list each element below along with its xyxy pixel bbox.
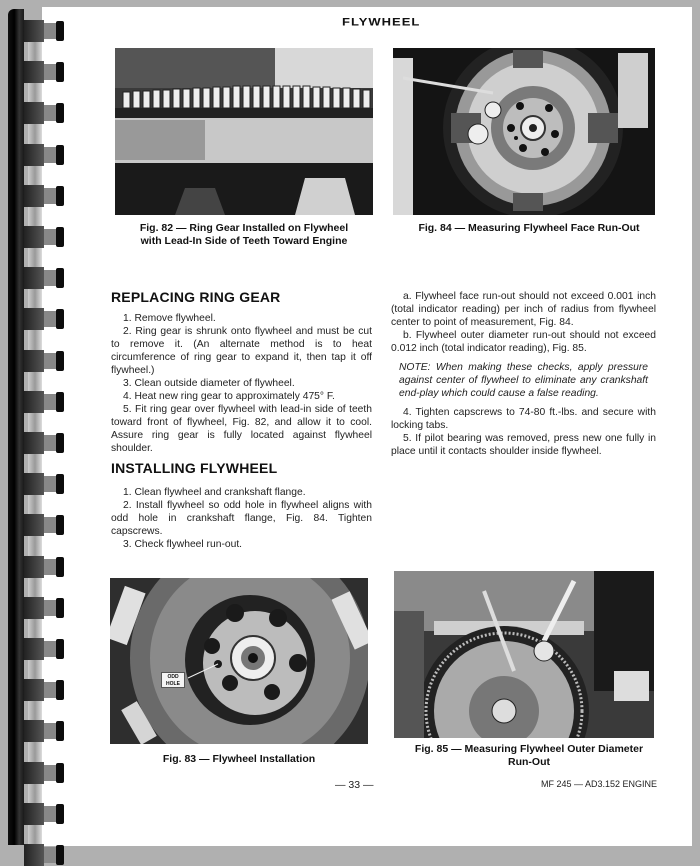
installing-steps — [111, 486, 372, 551]
binding-ring — [24, 679, 62, 701]
replacing-step: 1. Remove flywheel. — [123, 313, 216, 324]
binding-ring — [24, 597, 62, 619]
binding-ring — [24, 144, 62, 166]
runout-checks — [391, 290, 656, 458]
binding-gap — [28, 825, 42, 845]
binding-ring — [24, 803, 62, 825]
binding-gap — [28, 619, 42, 639]
fig85-caption — [388, 743, 670, 769]
fig85-caption-line1: Fig. 85 — Measuring Flywheel Outer Diameter — [414, 743, 644, 755]
binding-ring — [24, 226, 62, 248]
binding-ring — [24, 844, 62, 866]
fig82-caption-line1: Fig. 82 — Ring Gear Installed on Flywheel — [139, 222, 349, 234]
fig82-caption — [108, 222, 380, 248]
fig82-caption-line2: with Lead-In Side of Teeth Toward Engine — [140, 235, 348, 247]
replacing-step: 2. Ring gear is shrunk onto flywheel and must be cut to remove it. (An alternate method is to heat circumference of ring gear to expand it, then tap it off flywheel.) — [111, 326, 372, 376]
binding-ring — [24, 267, 62, 289]
fig82-photo — [115, 48, 373, 215]
odd-hole-label-line1: ODD — [167, 674, 179, 680]
runout-item: b. Flywheel outer diameter run-out should not exceed 0.012 inch (total indicator reading), Fig. 85. — [391, 330, 656, 354]
binding-ring — [24, 514, 62, 536]
binding-ring — [24, 20, 62, 42]
fig85-caption-line2: Run-Out — [508, 756, 550, 768]
binding-gap — [28, 42, 42, 62]
binding-gap — [28, 124, 42, 144]
heading-installing-flywheel: INSTALLING FLYWHEEL — [111, 460, 278, 476]
binding-gap — [28, 166, 42, 186]
installing-step: 2. Install flywheel so odd hole in flywheel aligns with odd hole in crankshaft flange, Fig. 84. Tighten capscrews. — [111, 500, 372, 537]
binding-ring — [24, 61, 62, 83]
odd-hole-label — [161, 672, 185, 688]
replacing-step: 4. Heat new ring gear to approximately 475° F. — [123, 391, 335, 402]
binding-gap — [28, 248, 42, 268]
binding-gap — [28, 289, 42, 309]
footer-model: MF 245 — AD3.152 ENGINE — [541, 779, 658, 789]
binding-ring — [24, 638, 62, 660]
fig84-photo — [393, 48, 655, 215]
binding-gap — [28, 330, 42, 350]
fig83-photo — [110, 578, 368, 744]
binding-gap — [28, 578, 42, 598]
fig84-caption — [388, 222, 670, 235]
binding-gap — [28, 207, 42, 227]
binding-gap — [28, 536, 42, 556]
binding-gap — [28, 413, 42, 433]
binding-ring — [24, 391, 62, 413]
binding-ring — [24, 185, 62, 207]
heading-replacing-ring-gear: REPLACING RING GEAR — [111, 289, 281, 305]
fig84-caption-text: Fig. 84 — Measuring Flywheel Face Run-Out — [418, 222, 640, 234]
binding-gap — [28, 660, 42, 680]
binding-ring — [24, 720, 62, 742]
replacing-steps — [111, 312, 372, 455]
binding-ring — [24, 350, 62, 372]
runout-step: 4. Tighten capscrews to 74-80 ft.-lbs. and secure with locking tabs. — [391, 407, 656, 431]
binding-gap — [28, 454, 42, 474]
runout-note: NOTE: When making these checks, apply pressure against center of flywheel to eliminate any crankshaft end-play which could cause a false reading. — [399, 362, 648, 399]
binding-ring — [24, 473, 62, 495]
binding-ring — [24, 432, 62, 454]
binding-spine — [8, 9, 24, 845]
replacing-step: 5. Fit ring gear over flywheel with lead-in side of teeth toward front of flywheel, Fig. 82, and allow it to cool. Assure ring gear is fully located against flywheel shoulder. — [111, 404, 372, 454]
binding-ring — [24, 556, 62, 578]
binding-ring — [24, 308, 62, 330]
runout-step: 5. If pilot bearing was removed, press new one fully in place until it contacts shoulder inside flywheel. — [391, 433, 656, 457]
runout-item: a. Flywheel face run-out should not exceed 0.001 inch (total indicator reading) per inch of radius from flywheel center to point of measurement, Fig. 84. — [391, 291, 656, 328]
page-number: — 33 — — [335, 779, 374, 791]
fig83-caption — [110, 753, 368, 766]
installing-step: 1. Clean flywheel and crankshaft flange. — [123, 487, 306, 498]
binding-gap — [28, 701, 42, 721]
binding-ring — [24, 762, 62, 784]
binding-gap — [28, 83, 42, 103]
installing-step: 3. Check flywheel run-out. — [123, 539, 243, 550]
fig85-photo — [394, 571, 654, 738]
page-header-title: FLYWHEEL — [342, 15, 421, 28]
binding-gap — [28, 784, 42, 804]
replacing-step: 3. Clean outside diameter of flywheel. — [123, 378, 295, 389]
binding-ring — [24, 102, 62, 124]
binding-gap — [28, 742, 42, 762]
fig83-caption-text: Fig. 83 — Flywheel Installation — [162, 753, 316, 765]
binding-gap — [28, 372, 42, 392]
odd-hole-label-line2: HOLE — [166, 681, 180, 687]
binding-gap — [28, 495, 42, 515]
